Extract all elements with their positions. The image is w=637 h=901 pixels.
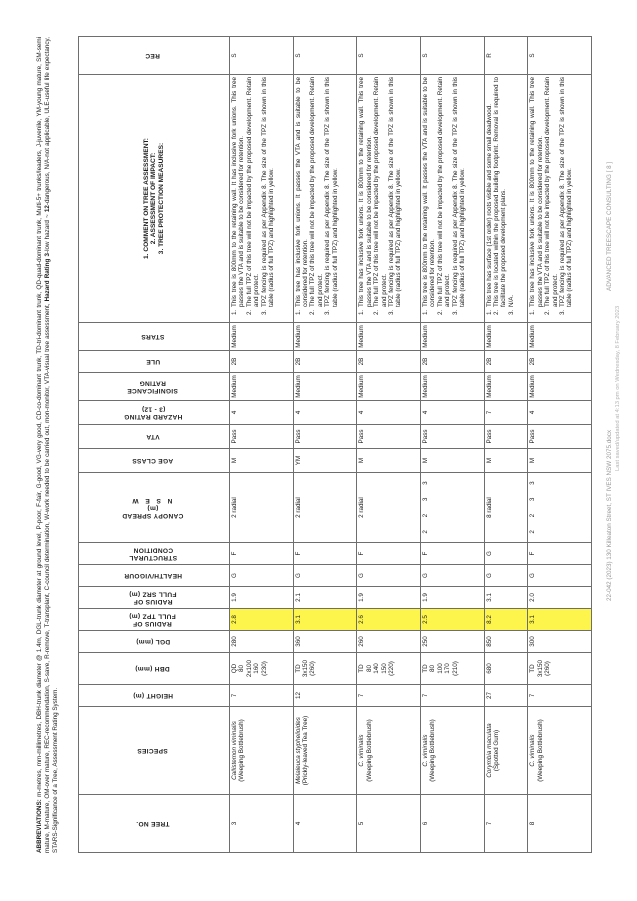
header-rec: REC (79, 37, 230, 75)
ule-value: 2B (529, 357, 537, 366)
tpz-value: 2.5 (421, 615, 429, 624)
canopy-value: 3 (529, 481, 537, 485)
dbh-cell (420, 653, 484, 685)
dbh-value: TD (294, 664, 302, 673)
rec-cell (420, 37, 484, 75)
comment-item: 3. TPZ fencing is required as per Appendix 8. The size of the TPZ is shown in this table (radius of full TPZ) and highlighted in yellow. (261, 77, 276, 308)
header-srz: RADIUS OF FULL SRZ (m) (79, 587, 230, 609)
dbh-value: 680 (485, 663, 493, 674)
significance-cell (484, 373, 528, 401)
species-cell (484, 707, 528, 795)
health-cell (230, 565, 294, 587)
hazard-cell (293, 401, 357, 425)
header-species: SPECIES (79, 707, 230, 795)
species-common: (Weeping Bottlebrush) (238, 719, 246, 782)
srz-value: 3.1 (485, 593, 493, 602)
comment-item: 1. This tree has inclusive fork unions. It is 800mm to the retaining wall. This tree passes the VTA and is suitable to be considered for retention. (358, 77, 373, 308)
tpz-value: 8.2 (485, 615, 493, 624)
dbh-value: TD (421, 664, 429, 673)
rec-value: S (294, 53, 302, 58)
health-value: G (231, 573, 238, 578)
comment-item: 1. This tree has surface (1st order) roots visible and some small deadwood. (486, 77, 493, 308)
comment-item: 2. The full TPZ of this tree will not be impacted by the proposed development. Retain and protect. (437, 77, 452, 308)
header-age: AGE CLASS (79, 449, 230, 473)
srz-cell (230, 587, 294, 609)
srz-cell (420, 587, 484, 609)
stars-cell (357, 323, 421, 351)
dbh-value: 140 (373, 663, 381, 674)
ule-value: 2B (231, 357, 238, 366)
health-value: G (294, 573, 302, 578)
dbh-value: 160 (253, 663, 261, 674)
tree-no: 7 (485, 821, 493, 826)
header-tree-no: TREE NO. (79, 795, 230, 853)
vta-value: Pass (421, 429, 429, 444)
table-header-row (79, 37, 230, 853)
canopy-cell (357, 473, 421, 543)
abbreviations-text-3: -dangerous, N/A-not applicable, ULE-useful life expectancy, STARS-Significance of a Tree, Assessment Rating System. (44, 37, 59, 853)
comment-item: 3. TPZ fencing is required as per Appendix 8. The size of the TPZ is shown in this table (radius of full TPZ) and highlighted in yellow. (388, 77, 403, 308)
age-value: YM (294, 455, 302, 466)
ule-cell (420, 351, 484, 373)
ule-cell (357, 351, 421, 373)
vta-value: Pass (485, 429, 493, 444)
hazard-value: 4 (231, 410, 238, 415)
health-value: G (485, 573, 493, 578)
canopy-value: 2 (421, 513, 429, 518)
dbh-value: 2x100 (245, 659, 253, 678)
stars-value: Medium (421, 325, 429, 348)
age-value: M (358, 457, 366, 464)
structural-cell (230, 543, 294, 565)
significance-cell (293, 373, 357, 401)
hazard-cell (357, 401, 421, 425)
dbh-value: TD (529, 664, 537, 673)
dgl-cell (230, 631, 294, 653)
structural-cell (420, 543, 484, 565)
srz-value: 1.9 (421, 593, 429, 602)
hazard-cell (420, 401, 484, 425)
tpz-cell (230, 609, 294, 631)
dgl-cell (357, 631, 421, 653)
dbh-value: (260) (309, 661, 317, 676)
canopy-value: 2 (421, 530, 429, 534)
age-value: M (529, 457, 537, 464)
height-cell (528, 685, 592, 707)
stars-cell (528, 323, 592, 351)
vta-value: Pass (294, 429, 302, 444)
ule-value: 2B (421, 357, 429, 366)
tree-no-cell (420, 795, 484, 853)
species-scientific: C. viminalis (358, 734, 366, 767)
species-common: (Weeping Bottlebrush) (536, 719, 544, 782)
dgl-value: 250 (421, 636, 429, 647)
dgl-cell (528, 631, 592, 653)
height-value: 7 (421, 693, 429, 698)
comment-item: 2. The full TPZ of this tree will not be impacted by the proposed development. Retain and protect. (373, 77, 388, 308)
tree-no-cell (357, 795, 421, 853)
dbh-value: (230) (260, 661, 268, 676)
header-vta: VTA (79, 425, 230, 449)
height-value: 7 (358, 693, 366, 698)
vta-cell (230, 425, 294, 449)
species-common: (Weeping Bottlebrush) (365, 719, 373, 782)
srz-value: 1.9 (358, 593, 366, 602)
table-row (420, 37, 484, 853)
rec-value: S (529, 53, 537, 58)
dgl-value: 300 (529, 636, 537, 647)
dbh-cell (357, 653, 421, 685)
comment-item: 3. TPZ fencing is required as per Appendix 8. The size of the TPZ is shown in this table (radius of full TPZ) and highlighted in yellow. (452, 77, 467, 308)
tpz-value: 2.8 (231, 615, 238, 624)
height-value: 7 (529, 693, 537, 698)
tree-no: 3 (231, 821, 238, 826)
tree-no-cell (528, 795, 592, 853)
dbh-value: 100 (436, 663, 444, 674)
tpz-cell (357, 609, 421, 631)
vta-value: Pass (358, 429, 366, 444)
canopy-cell (420, 473, 484, 543)
tree-assessment-table (78, 36, 592, 853)
srz-value: 1.9 (231, 593, 238, 602)
header-dgl: DGL (mm) (79, 631, 230, 653)
significance-value: Medium (358, 375, 366, 398)
vta-cell (528, 425, 592, 449)
species-cell (293, 707, 357, 795)
dbh-value: 3x150 (302, 659, 310, 678)
table-row (293, 37, 357, 853)
hazard-value: 4 (294, 410, 302, 415)
rec-cell (484, 37, 528, 75)
rec-value: R (485, 53, 493, 58)
dbh-value: 150 (380, 663, 388, 674)
comment-item: 2. The full TPZ of this tree will not be impacted by the proposed development. Retain and protect. (544, 77, 559, 308)
health-cell (420, 565, 484, 587)
abbreviations-text: m-metres, mm-millimetres, DBH-trunk diameter @ 1.4m, DGL-trunk diameter at ground level, P-poor, F-fair, G-good, VG-very good, CD-co-dominant trunk, TD-tri-dominant trunk, QD-quad-dominant trunk, Multi-5+ trunks/leaders, J-juvenile, YM-young mature, SM-semi mature, M-mature, OM-over mature, REC-recommendation, S-save, R-remove, T-transplant, C-council determination, W-work needed to be carried out, mon-monitor, VTA-visual tree assessment, (36, 37, 51, 853)
canopy-value: 3 (421, 481, 429, 485)
dgl-cell (293, 631, 357, 653)
vta-cell (484, 425, 528, 449)
tpz-value: 3.1 (529, 615, 537, 624)
abbreviations-note (36, 37, 74, 853)
stars-value: Medium (294, 325, 302, 348)
height-value: 12 (294, 692, 302, 700)
stars-value: Medium (529, 325, 537, 348)
dbh-value: 80 (429, 665, 437, 673)
canopy-cell (230, 473, 294, 543)
dbh-cell (230, 653, 294, 685)
dgl-value: 280 (231, 636, 238, 647)
species-cell (357, 707, 421, 795)
age-cell (528, 449, 592, 473)
comment-item: 3. TPZ fencing is required as per Appendix 8. The size of the TPZ is shown in this table (radius of full TPZ) and highlighted in yellow. (324, 77, 339, 308)
significance-cell (357, 373, 421, 401)
tree-no: 6 (421, 821, 429, 826)
srz-cell (293, 587, 357, 609)
dgl-value: 260 (358, 636, 366, 647)
header-stars: STARS (79, 323, 230, 351)
stars-value: Medium (231, 325, 238, 348)
vta-value: Pass (529, 429, 537, 444)
hazard-cell (230, 401, 294, 425)
species-cell (528, 707, 592, 795)
canopy-cell (293, 473, 357, 543)
canopy-value: 2 radial (231, 497, 238, 518)
canopy-value: 2 (529, 513, 537, 518)
tpz-cell (528, 609, 592, 631)
dbh-value: (210) (451, 661, 459, 676)
significance-value: Medium (231, 375, 238, 398)
ule-cell (293, 351, 357, 373)
tpz-value: 3.1 (294, 615, 302, 624)
comment-item: 3. TPZ fencing is required as per Appendix 8. The size of the TPZ is shown in this table (radius of full TPZ) and highlighted in yellow. (559, 77, 574, 308)
species-scientific: Melaleuca styphelioides (294, 717, 302, 784)
species-scientific: Callistemon viminalis (231, 721, 238, 780)
structural-cell (528, 543, 592, 565)
stars-cell (420, 323, 484, 351)
height-cell (293, 685, 357, 707)
health-value: G (529, 573, 537, 578)
hazard-cell (484, 401, 528, 425)
header-height: HEIGHT (m) (79, 685, 230, 707)
footer-company: ADVANCED TREESCAPE CONSULTING [ 8 ] (606, 161, 613, 291)
height-cell (420, 685, 484, 707)
dbh-value: 80 (238, 665, 246, 673)
canopy-value: 3 (529, 497, 537, 502)
rec-value: S (421, 53, 429, 58)
ule-value: 2B (485, 357, 493, 366)
height-cell (357, 685, 421, 707)
hazard-rating-max: 12 (44, 205, 51, 213)
dbh-value: (260) (544, 661, 552, 676)
hazard-value: 4 (358, 410, 366, 415)
hazard-rating-label: Hazard Rating 3 (44, 253, 51, 302)
age-cell (357, 449, 421, 473)
age-cell (230, 449, 294, 473)
age-cell (293, 449, 357, 473)
significance-value: Medium (529, 375, 537, 398)
header-comment: 1. COMMENT ON TREE ASSESSMENT: 2. ASSESSMENT OF IMPACT: 3. TREE PROTECTION MEASURES: (79, 75, 230, 323)
comment-item: 3. N/A. (508, 77, 515, 308)
age-cell (420, 449, 484, 473)
species-cell (420, 707, 484, 795)
species-scientific: Corymbia maculata (485, 723, 493, 778)
tree-no: 4 (294, 821, 302, 826)
structural-cell (484, 543, 528, 565)
significance-value: Medium (485, 375, 493, 398)
comment-cell (293, 75, 357, 323)
significance-value: Medium (294, 375, 302, 398)
footer-document-name: 22-042 (2023) 130 Killeaton Street, ST IVES NSW 2075.docx (606, 429, 613, 601)
comment-item: 1. This tree has inclusive fork unions. It passes the VTA and is suitable to be considered for retention. (295, 77, 310, 308)
health-cell (293, 565, 357, 587)
structural-value: F (294, 551, 302, 556)
table-row (484, 37, 528, 853)
rec-cell (293, 37, 357, 75)
comment-item: 2. This tree is located within the proposed building footprint. Removal is required to facilitate the proposed development plans. (493, 77, 508, 308)
tree-no: 5 (358, 821, 366, 826)
comment-cell (484, 75, 528, 323)
ule-cell (528, 351, 592, 373)
significance-cell (528, 373, 592, 401)
srz-cell (357, 587, 421, 609)
comment-item: 2. The full TPZ of this tree will not be impacted by the proposed development. Retain and protect. (246, 77, 261, 308)
table-body (230, 37, 592, 853)
tpz-value: 2.6 (358, 615, 366, 624)
stars-value: Medium (358, 325, 366, 348)
species-scientific: C. viminalis (529, 734, 537, 767)
header-hazard: HAZARD RATING (3 - 12) (79, 401, 230, 425)
health-cell (484, 565, 528, 587)
comment-cell (357, 75, 421, 323)
species-cell (230, 707, 294, 795)
comment-item: 1. This tree has inclusive fork unions. It is 800mm to the retaining wall. This tree passes the VTA and is suitable to be considered for retention. (529, 77, 544, 308)
header-canopy: CANOPY SPREAD (m) N S E W (79, 473, 230, 543)
abbreviations-lead: ABBREVIATIONS: (36, 799, 43, 853)
rec-cell (357, 37, 421, 75)
table-row (528, 37, 592, 853)
hazard-value: 4 (529, 410, 537, 415)
comment-cell (528, 75, 592, 323)
abbreviations-text-2: -low hazard ~ (44, 212, 51, 254)
canopy-cell (528, 473, 592, 543)
species-common: (Weeping Bottlebrush) (429, 719, 437, 782)
table-row (230, 37, 294, 853)
hazard-cell (528, 401, 592, 425)
stars-value: Medium (485, 325, 493, 348)
header-ule: ULE (79, 351, 230, 373)
table-row (357, 37, 421, 853)
header-tpz: RADIUS OF FULL TPZ (m) (79, 609, 230, 631)
significance-cell (230, 373, 294, 401)
height-cell (230, 685, 294, 707)
vta-cell (420, 425, 484, 449)
structural-value: F (358, 551, 366, 556)
srz-value: 2.0 (529, 593, 537, 602)
dbh-value: 80 (365, 665, 373, 673)
header-significance: SIGNIFICANCE RATING (79, 373, 230, 401)
tree-no: 8 (529, 821, 537, 826)
comment-item: 1. This tree is 800mm to the retaining wall. It has inclusive fork unions. This tree passes the VTA and is suitable to be considered for retention. (231, 77, 246, 308)
species-scientific: C. viminalis (421, 734, 429, 767)
comment-cell (420, 75, 484, 323)
ule-cell (484, 351, 528, 373)
tpz-cell (420, 609, 484, 631)
species-common: (Spotted Gum) (492, 729, 500, 772)
comment-item: 2. The full TPZ of this tree will not be impacted by the proposed development. Retain and protect. (309, 77, 324, 308)
structural-value: F (231, 551, 238, 556)
comment-item: 1. This tree is 800mm to the retaining wall. It passes the VTA and is suitable to be considered for retention. (422, 77, 437, 308)
srz-cell (528, 587, 592, 609)
rec-cell (230, 37, 294, 75)
dgl-value: 850 (485, 636, 493, 647)
srz-cell (484, 587, 528, 609)
canopy-value: 2 (529, 530, 537, 534)
tree-no-cell (293, 795, 357, 853)
dgl-cell (420, 631, 484, 653)
structural-value: G (485, 551, 493, 556)
health-value: G (358, 573, 366, 578)
ule-cell (230, 351, 294, 373)
hazard-value: 7 (485, 410, 493, 415)
stars-cell (293, 323, 357, 351)
dbh-value: 170 (444, 663, 452, 674)
dbh-value: TD (358, 664, 366, 673)
canopy-value: 2 radial (294, 497, 302, 518)
dbh-value: 3x150 (536, 659, 544, 678)
structural-value: F (421, 551, 429, 556)
ule-value: 2B (294, 357, 302, 366)
comment-cell (230, 75, 294, 323)
vta-value: Pass (231, 429, 238, 444)
rec-value: S (231, 53, 238, 58)
structural-cell (293, 543, 357, 565)
vta-cell (293, 425, 357, 449)
canopy-value: 3 (421, 497, 429, 502)
hazard-value: 4 (421, 410, 429, 415)
rec-value: S (358, 53, 366, 58)
ule-value: 2B (358, 357, 366, 366)
structural-cell (357, 543, 421, 565)
dgl-cell (484, 631, 528, 653)
height-cell (484, 685, 528, 707)
age-cell (484, 449, 528, 473)
species-common: (Prickly-leaved Tea Tree) (302, 715, 310, 786)
header-structural: STRUCTURAL CONDITION (79, 543, 230, 565)
age-value: M (231, 457, 238, 464)
age-value: M (421, 457, 429, 464)
tree-no-cell (230, 795, 294, 853)
canopy-cell (484, 473, 528, 543)
canopy-value: 2 radial (358, 497, 366, 518)
significance-cell (420, 373, 484, 401)
dbh-cell (293, 653, 357, 685)
structural-value: F (529, 551, 537, 556)
dbh-cell (528, 653, 592, 685)
significance-value: Medium (421, 375, 429, 398)
age-value: M (485, 457, 493, 464)
stars-cell (230, 323, 294, 351)
health-value: G (421, 573, 429, 578)
dgl-value: 360 (294, 636, 302, 647)
stars-cell (484, 323, 528, 351)
srz-value: 2.1 (294, 593, 302, 602)
header-dbh: DBH (mm) (79, 653, 230, 685)
height-value: 7 (231, 693, 238, 698)
dbh-cell (484, 653, 528, 685)
tpz-cell (484, 609, 528, 631)
tpz-cell (293, 609, 357, 631)
footer-saved-timestamp: Last saved/updated at 4:13 pm on Wednesday, 8 February 2023 (615, 305, 621, 471)
tree-no-cell (484, 795, 528, 853)
canopy-value: 8 radial (485, 497, 493, 518)
vta-cell (357, 425, 421, 449)
dbh-value: (220) (387, 661, 395, 676)
height-value: 27 (485, 692, 493, 700)
health-cell (357, 565, 421, 587)
rec-cell (528, 37, 592, 75)
header-health: HEALTH/VIGOUR (79, 565, 230, 587)
health-cell (528, 565, 592, 587)
dbh-value: QD (231, 663, 238, 674)
